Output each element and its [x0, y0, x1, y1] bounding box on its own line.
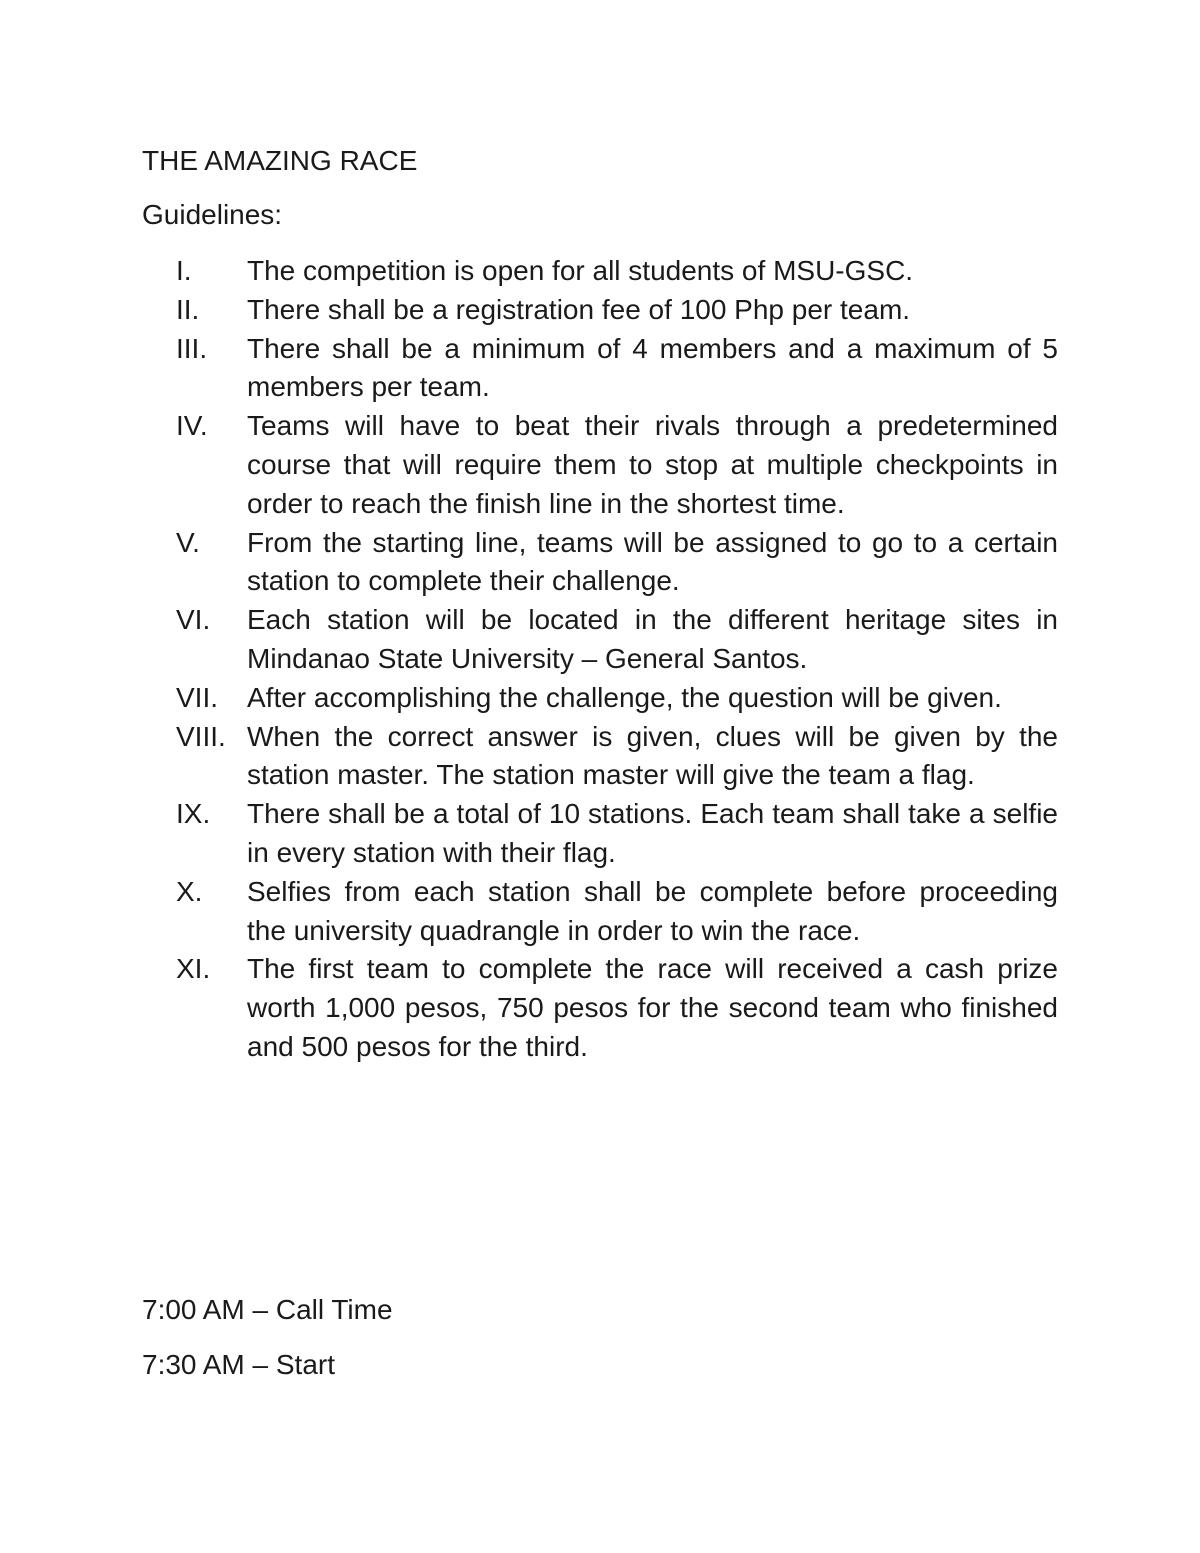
- list-item: [142, 950, 1058, 1066]
- list-item-number: VIII.: [176, 720, 226, 752]
- list-item-number: VI.: [176, 604, 211, 636]
- list-item: [142, 679, 1058, 718]
- document-title: THE AMAZING RACE: [142, 145, 418, 176]
- list-item-text: After accomplishing the challenge, the question will be given.: [247, 681, 1002, 713]
- list-item: [142, 291, 1058, 330]
- list-item-text: Selfies from each station shall be complete before proceeding the university quadrangle in order to win the race.: [247, 875, 1058, 946]
- list-item-text: The competition is open for all students of MSU-GSC.: [247, 255, 914, 286]
- list-item-text: There shall be a total of 10 stations. Each team shall take a selfie in every station with their flag.: [247, 798, 1058, 868]
- list-item: [142, 330, 1058, 408]
- list-item: [142, 601, 1058, 679]
- list-item-number: X.: [176, 875, 203, 907]
- list-item: [142, 407, 1058, 523]
- list-item-text: Each station will be located in the different heritage sites in Mindanao State University – General Santos.: [247, 604, 1058, 674]
- list-item-number: II.: [176, 293, 200, 325]
- list-item: [142, 524, 1058, 602]
- list-item: [142, 795, 1058, 873]
- list-item-text: There shall be a registration fee of 100 Php per team.: [247, 293, 911, 325]
- list-item-number: IV.: [176, 410, 208, 442]
- list-item-text: The first team to complete the race will received a cash prize worth 1,000 pesos, 750 pesos for the second team who finished and 500 pesos for the third.: [247, 953, 1058, 1062]
- list-item-number: I.: [176, 255, 192, 286]
- guidelines-list: [142, 252, 1058, 1067]
- schedule-start: 7:30 AM – Start: [142, 1349, 335, 1380]
- list-item-number: V.: [176, 526, 200, 558]
- list-item-number: XI.: [176, 953, 211, 985]
- list-item-number: III.: [176, 332, 208, 364]
- section-heading: Guidelines:: [142, 199, 283, 230]
- list-item: [142, 252, 1058, 291]
- schedule-call-time: 7:00 AM – Call Time: [142, 1294, 393, 1325]
- list-item: [142, 873, 1058, 951]
- list-item: [142, 718, 1058, 796]
- list-item-text: From the starting line, teams will be assigned to go to a certain station to complete their challenge.: [247, 526, 1058, 597]
- list-item-number: IX.: [176, 798, 211, 830]
- list-item-text: There shall be a minimum of 4 members and a maximum of 5 members per team.: [247, 332, 1058, 403]
- list-item-text: When the correct answer is given, clues will be given by the station master. The station master will give the team a flag.: [247, 720, 1058, 791]
- list-item-text: Teams will have to beat their rivals through a predetermined course that will require them to stop at multiple checkpoints in order to reach the finish line in the shortest time.: [247, 410, 1058, 519]
- list-item-number: VII.: [176, 681, 219, 713]
